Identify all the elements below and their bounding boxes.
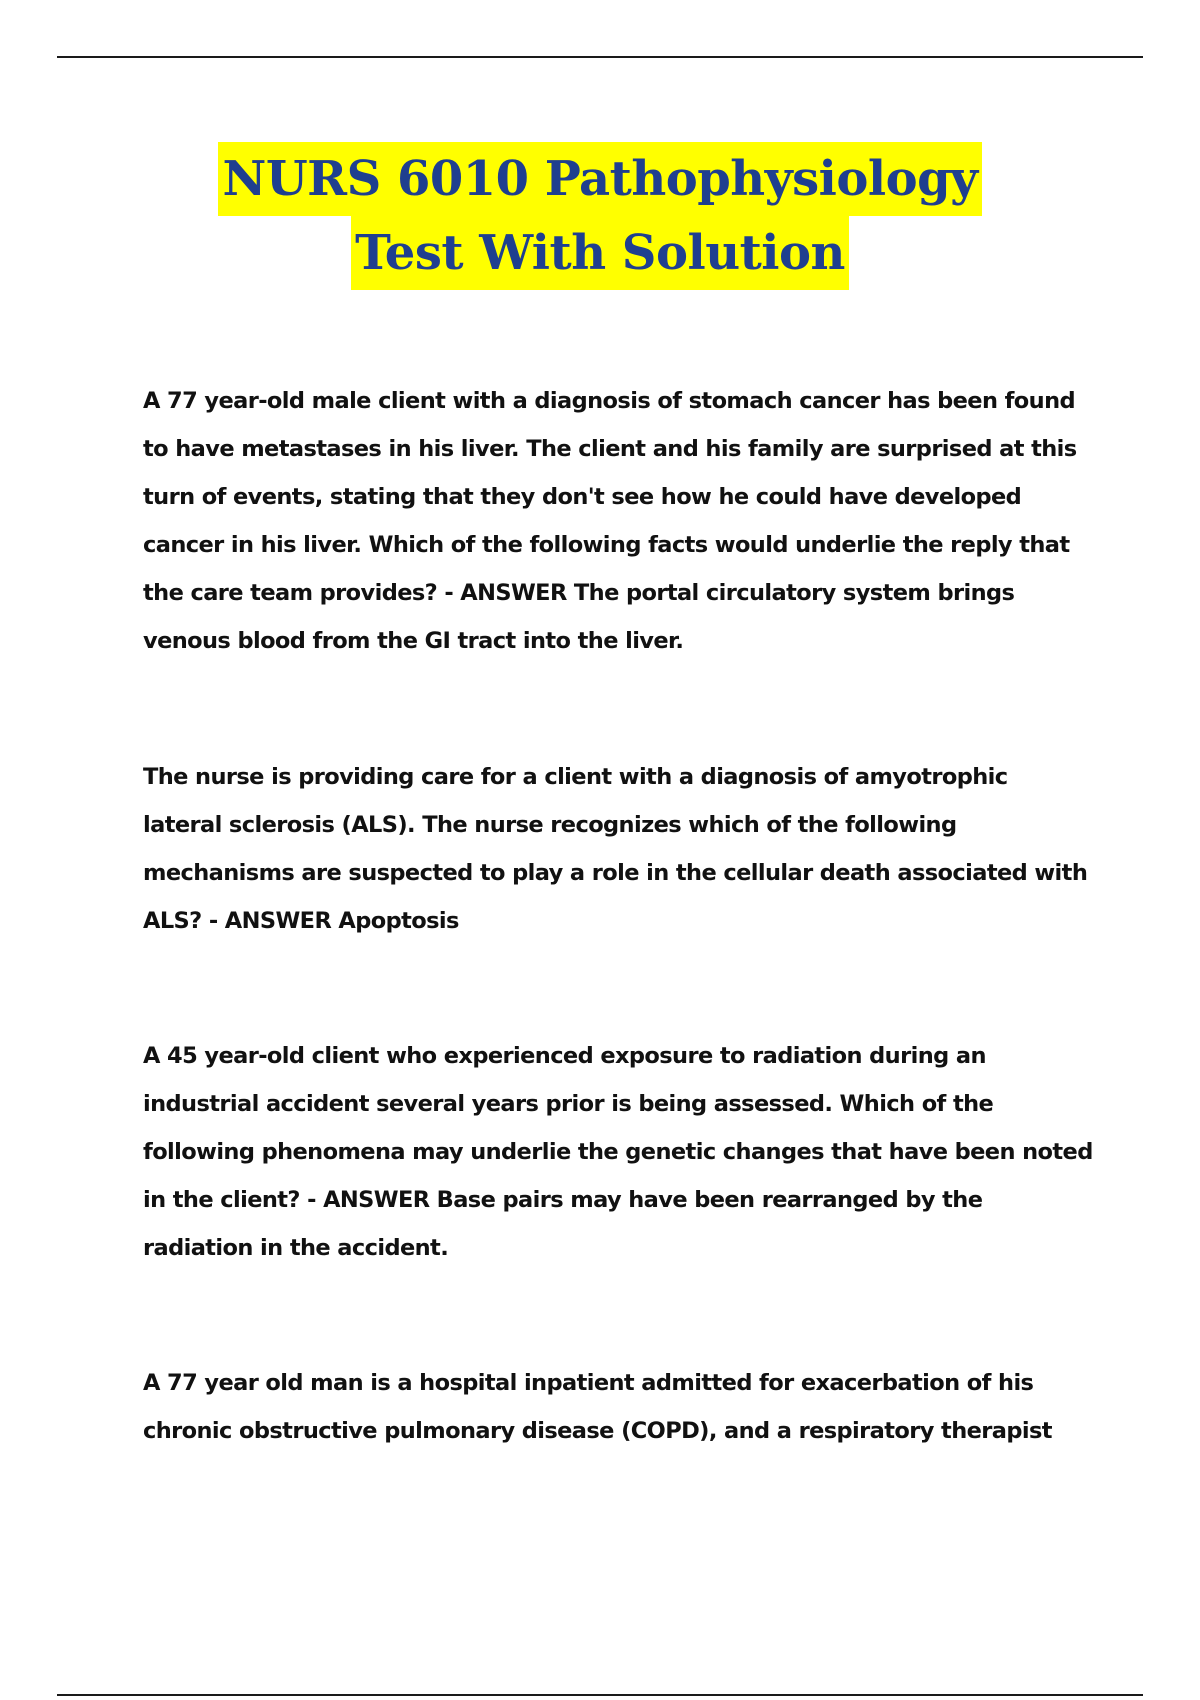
question-answer-3: A 45 year-old client who experienced exposure to radiation during an industrial accident several years prior is being assessed. Which of the following phenomena may underlie the genetic changes that have been noted in the client? - ANSWER Base pairs may have been rearranged by the radiation in the accident.: [143, 1043, 1093, 1261]
question-answer-4: A 77 year old man is a hospital inpatient admitted for exacerbation of his chronic obstructive pulmonary disease (COPD), and a respiratory therapist: [143, 1370, 1052, 1444]
question-answer-1: A 77 year-old male client with a diagnosis of stomach cancer has been found to have metastases in his liver. The client and his family are surprised at this turn of events, stating that they don't see how he could have developed cancer in his liver. Which of the following facts would underlie the reply that the care team provides? - ANSWER The portal circulatory system brings venous blood from the GI tract into the liver.: [143, 388, 1077, 654]
top-rule: [57, 56, 1143, 58]
title-line-2: Test With Solution: [351, 216, 849, 290]
bottom-rule: [57, 1694, 1143, 1696]
title-line-1: NURS 6010 Pathophysiology: [218, 142, 981, 216]
question-answer-2: The nurse is providing care for a client with a diagnosis of amyotrophic lateral sclerosis (ALS). The nurse recognizes which of the following mechanisms are suspected to play a role in the cellular death associated with ALS? - ANSWER Apoptosis: [143, 764, 1088, 934]
document-title: [0, 142, 1200, 290]
